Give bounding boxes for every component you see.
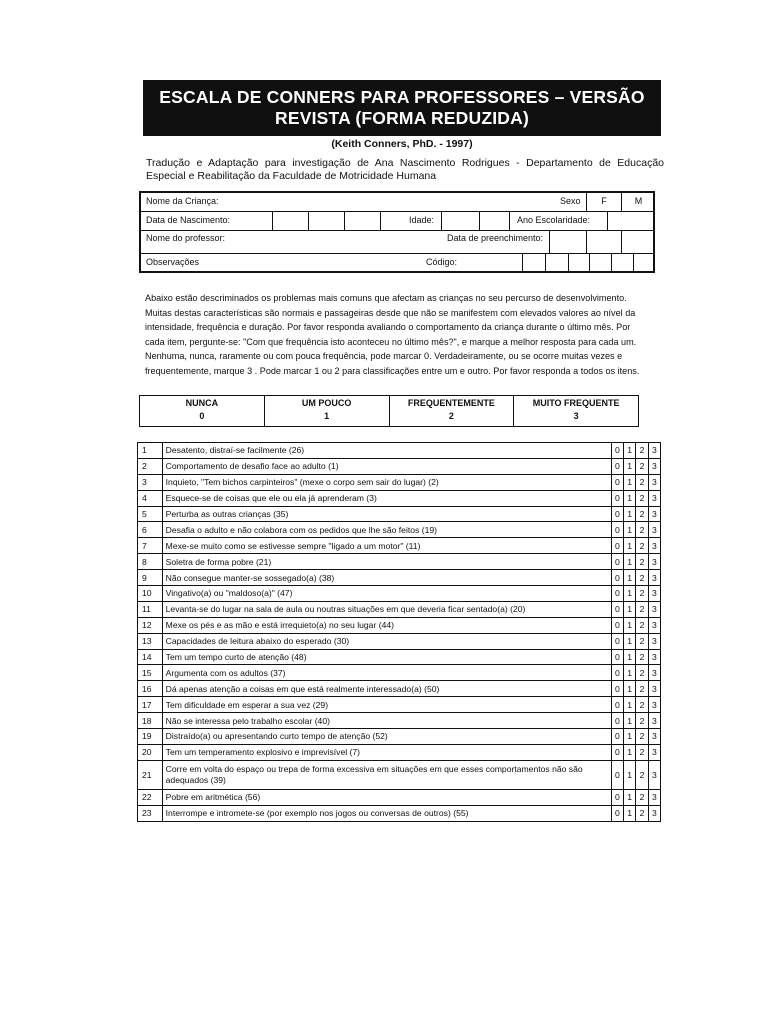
rating-option-1[interactable]: 1 — [624, 681, 636, 697]
rating-option-0[interactable]: 0 — [611, 697, 623, 713]
table-row — [138, 760, 661, 789]
rating-option-0[interactable]: 0 — [611, 681, 623, 697]
rating-option-1[interactable]: 1 — [624, 474, 636, 490]
rating-option-3[interactable]: 3 — [648, 649, 660, 665]
item-text: Perturba as outras crianças (35) — [162, 506, 611, 522]
item-number: 19 — [138, 729, 163, 745]
table-row — [138, 506, 661, 522]
item-text: Vingativo(a) ou "maldoso(a)" (47) — [162, 586, 611, 602]
rating-option-2[interactable]: 2 — [636, 458, 648, 474]
table-row — [138, 805, 661, 821]
rating-option-0[interactable]: 0 — [611, 760, 623, 789]
item-text: Comportamento de desafio face ao adulto (1) — [162, 458, 611, 474]
item-text: Tem um temperamento explosivo e imprevisível (7) — [162, 744, 611, 760]
sex-male-box[interactable]: M — [634, 196, 643, 206]
legend-value: 1 — [324, 411, 330, 421]
item-number: 9 — [138, 570, 163, 586]
rating-option-3[interactable]: 3 — [648, 617, 660, 633]
table-row — [138, 713, 661, 729]
item-text: Não consegue manter-se sossegado(a) (38) — [162, 570, 611, 586]
rating-option-1[interactable]: 1 — [624, 490, 636, 506]
item-text: Interrompe e intromete-se (por exemplo nos jogos ou conversas de outros) (55) — [162, 805, 611, 821]
translation-credits — [146, 157, 664, 183]
rating-option-0[interactable]: 0 — [611, 538, 623, 554]
rating-option-1[interactable]: 1 — [624, 789, 636, 805]
rating-option-0[interactable]: 0 — [611, 490, 623, 506]
rating-option-1[interactable]: 1 — [624, 443, 636, 459]
rating-option-3[interactable]: 3 — [648, 744, 660, 760]
credits-line-1: Tradução e Adaptação para investigação de Ana Nascimento Rodrigues - Departamento de Educação — [146, 157, 664, 169]
legend-very-frequent — [514, 396, 638, 426]
sex-female-box[interactable]: F — [601, 196, 607, 206]
item-text: Tem um tempo curto de atenção (48) — [162, 649, 611, 665]
rating-option-3[interactable]: 3 — [648, 633, 660, 649]
rating-option-0[interactable]: 0 — [611, 570, 623, 586]
table-row — [138, 554, 661, 570]
rating-option-2[interactable]: 2 — [636, 617, 648, 633]
legend-a-little — [265, 396, 390, 426]
instructions-line: frequentemente, marque 3 . Pode marcar 1 ou 2 para classificações entre um e outro. Por favor responda a todos os itens. — [145, 365, 640, 376]
legend-value: 0 — [199, 411, 205, 421]
rating-option-3[interactable]: 3 — [648, 443, 660, 459]
rating-option-1[interactable]: 1 — [624, 665, 636, 681]
rating-option-3[interactable]: 3 — [648, 713, 660, 729]
item-text: Inquieto, "Tem bichos carpinteiros" (mexe o corpo sem sair do lugar) (2) — [162, 474, 611, 490]
rating-option-2[interactable]: 2 — [636, 729, 648, 745]
rating-option-1[interactable]: 1 — [624, 522, 636, 538]
rating-option-2[interactable]: 2 — [636, 744, 648, 760]
rating-option-1[interactable]: 1 — [624, 601, 636, 617]
item-number: 13 — [138, 633, 163, 649]
title-line-2: REVISTA (FORMA REDUZIDA) — [275, 108, 529, 128]
rating-option-1[interactable]: 1 — [624, 697, 636, 713]
rating-option-3[interactable]: 3 — [648, 538, 660, 554]
item-number: 12 — [138, 617, 163, 633]
school-year-label: Ano Escolaridade: — [517, 215, 591, 225]
rating-option-2[interactable]: 2 — [636, 586, 648, 602]
item-text: Tem dificuldade em esperar a sua vez (29) — [162, 697, 611, 713]
rating-option-0[interactable]: 0 — [611, 713, 623, 729]
rating-option-0[interactable]: 0 — [611, 506, 623, 522]
rating-option-2[interactable]: 2 — [636, 789, 648, 805]
item-text: Esquece-se de coisas que ele ou ela já aprenderam (3) — [162, 490, 611, 506]
rating-option-2[interactable]: 2 — [636, 649, 648, 665]
item-number: 3 — [138, 474, 163, 490]
title-line-1: ESCALA DE CONNERS PARA PROFESSORES – VERSÃO — [159, 87, 645, 107]
teacher-name-label: Nome do professor: — [146, 233, 226, 243]
child-name-field[interactable] — [231, 193, 531, 210]
rating-option-1[interactable]: 1 — [624, 506, 636, 522]
rating-option-2[interactable]: 2 — [636, 601, 648, 617]
item-number: 16 — [138, 681, 163, 697]
rating-option-2[interactable]: 2 — [636, 443, 648, 459]
rating-option-2[interactable]: 2 — [636, 522, 648, 538]
instructions-line: Abaixo estão descriminados os problemas mais comuns que afectam as crianças no seu percurso de desenvolvimento. — [145, 293, 627, 303]
rating-option-3[interactable]: 3 — [648, 805, 660, 821]
instructions-line: Muitas destas características são normais e passageiras desde que não se manifestem com elevados valores ao nível da — [145, 307, 636, 318]
legend-frequently — [390, 396, 515, 426]
form-title — [143, 80, 661, 136]
table-row — [138, 538, 661, 554]
item-text: Pobre em aritmética (56) — [162, 789, 611, 805]
rating-option-3[interactable]: 3 — [648, 522, 660, 538]
rating-option-2[interactable]: 2 — [636, 474, 648, 490]
rating-option-3[interactable]: 3 — [648, 665, 660, 681]
rating-option-0[interactable]: 0 — [611, 474, 623, 490]
item-number: 10 — [138, 586, 163, 602]
legend-label: UM POUCO — [301, 398, 352, 408]
rating-option-1[interactable]: 1 — [624, 617, 636, 633]
item-number: 22 — [138, 789, 163, 805]
rating-option-0[interactable]: 0 — [611, 617, 623, 633]
table-row — [138, 633, 661, 649]
rating-option-3[interactable]: 3 — [648, 490, 660, 506]
item-number: 1 — [138, 443, 163, 459]
code-label: Código: — [426, 257, 458, 267]
item-text: Argumenta com os adultos (37) — [162, 665, 611, 681]
rating-option-3[interactable]: 3 — [648, 789, 660, 805]
item-number: 6 — [138, 522, 163, 538]
item-number: 14 — [138, 649, 163, 665]
rating-option-0[interactable]: 0 — [611, 805, 623, 821]
rating-option-0[interactable]: 0 — [611, 522, 623, 538]
item-text: Dá apenas atenção a coisas em que está realmente interessado(a) (50) — [162, 681, 611, 697]
rating-option-1[interactable]: 1 — [624, 538, 636, 554]
legend-never — [140, 396, 265, 426]
rating-option-2[interactable]: 2 — [636, 538, 648, 554]
observations-label: Observações — [146, 257, 200, 267]
item-text: Não se interessa pelo trabalho escolar (40) — [162, 713, 611, 729]
rating-option-1[interactable]: 1 — [624, 554, 636, 570]
legend-value: 3 — [573, 411, 579, 421]
rating-option-3[interactable]: 3 — [648, 554, 660, 570]
table-row — [138, 681, 661, 697]
birth-date-label: Data de Nascimento: — [146, 215, 231, 225]
table-row — [138, 474, 661, 490]
rating-option-2[interactable]: 2 — [636, 633, 648, 649]
identification-box — [139, 191, 655, 273]
item-text: Levanta-se do lugar na sala de aula ou noutras situações em que deveria ficar sentado(a) (20) — [162, 601, 611, 617]
rating-option-1[interactable]: 1 — [624, 649, 636, 665]
table-row — [138, 490, 661, 506]
rating-option-0[interactable]: 0 — [611, 458, 623, 474]
sex-label: Sexo — [560, 196, 581, 206]
rating-option-1[interactable]: 1 — [624, 586, 636, 602]
rating-option-3[interactable]: 3 — [648, 760, 660, 789]
code-field[interactable] — [523, 254, 655, 272]
item-text: Desafia o adulto e não colabora com os pedidos que lhe são feitos (19) — [162, 522, 611, 538]
rating-option-2[interactable]: 2 — [636, 506, 648, 522]
rating-option-2[interactable]: 2 — [636, 681, 648, 697]
credits-line-2: Especial e Reabilitação da Faculdade de Motricidade Humana — [146, 170, 437, 182]
observations-field[interactable] — [211, 254, 411, 272]
rating-option-2[interactable]: 2 — [636, 805, 648, 821]
rating-option-0[interactable]: 0 — [611, 633, 623, 649]
table-row — [138, 522, 661, 538]
legend-value: 2 — [448, 411, 454, 421]
item-number: 11 — [138, 601, 163, 617]
item-number: 18 — [138, 713, 163, 729]
item-number: 4 — [138, 490, 163, 506]
item-text: Mexe-se muito como se estivesse sempre "ligado a um motor" (11) — [162, 538, 611, 554]
item-number: 2 — [138, 458, 163, 474]
rating-option-1[interactable]: 1 — [624, 713, 636, 729]
item-number: 17 — [138, 697, 163, 713]
rating-option-1[interactable]: 1 — [624, 570, 636, 586]
rating-option-1[interactable]: 1 — [624, 744, 636, 760]
table-row — [138, 789, 661, 805]
legend-label: MUITO FREQUENTE — [532, 398, 620, 408]
rating-option-2[interactable]: 2 — [636, 697, 648, 713]
item-number: 7 — [138, 538, 163, 554]
table-row — [138, 665, 661, 681]
rating-option-1[interactable]: 1 — [624, 729, 636, 745]
rating-option-0[interactable]: 0 — [611, 443, 623, 459]
rating-option-1[interactable]: 1 — [624, 633, 636, 649]
rating-option-0[interactable]: 0 — [611, 554, 623, 570]
table-row — [138, 697, 661, 713]
rating-option-3[interactable]: 3 — [648, 570, 660, 586]
author-subtitle: (Keith Conners, PhD. - 1997) — [331, 138, 473, 150]
table-row — [138, 617, 661, 633]
rating-option-2[interactable]: 2 — [636, 760, 648, 789]
rating-option-3[interactable]: 3 — [648, 474, 660, 490]
instructions-line: intensidade, frequência e duração. Por favor responda avaliando o comportamento da criança durante o último mês. Por — [145, 322, 631, 333]
items-table — [137, 442, 661, 822]
rating-option-2[interactable]: 2 — [636, 554, 648, 570]
age-label: Idade: — [409, 215, 435, 225]
item-text: Corre em volta do espaço ou trepa de forma excessiva em situações em que esses comportamentos não são adequados (39) — [162, 760, 611, 789]
table-row — [138, 586, 661, 602]
rating-option-2[interactable]: 2 — [636, 570, 648, 586]
item-number: 21 — [138, 760, 163, 789]
row-divider — [141, 211, 653, 212]
rating-option-0[interactable]: 0 — [611, 789, 623, 805]
fill-date-field[interactable] — [550, 231, 655, 252]
item-text: Capacidades de leitura abaixo do esperado (30) — [162, 633, 611, 649]
rating-option-2[interactable]: 2 — [636, 490, 648, 506]
table-row — [138, 458, 661, 474]
teacher-name-field[interactable] — [236, 231, 436, 252]
rating-option-1[interactable]: 1 — [624, 458, 636, 474]
rating-option-3[interactable]: 3 — [648, 601, 660, 617]
item-text: Distraído(a) ou apresentando curto tempo de atenção (52) — [162, 729, 611, 745]
rating-option-2[interactable]: 2 — [636, 713, 648, 729]
rating-option-3[interactable]: 3 — [648, 681, 660, 697]
rating-option-1[interactable]: 1 — [624, 805, 636, 821]
legend-label: FREQUENTEMENTE — [407, 398, 495, 408]
rating-option-3[interactable]: 3 — [648, 458, 660, 474]
rating-option-2[interactable]: 2 — [636, 665, 648, 681]
rating-option-3[interactable]: 3 — [648, 729, 660, 745]
child-name-label: Nome da Criança: — [146, 196, 219, 206]
item-text: Mexe os pés e as mão e está irrequieto(a) no seu lugar (44) — [162, 617, 611, 633]
instructions-line: cada item, pergunte-se: "Com que frequência isto aconteceu no último mês?", e marque a melhor resposta para cada um. — [145, 336, 637, 347]
item-number: 8 — [138, 554, 163, 570]
item-number: 5 — [138, 506, 163, 522]
fill-date-label: Data de preenchimento: — [447, 233, 544, 243]
rating-option-0[interactable]: 0 — [611, 744, 623, 760]
rating-option-0[interactable]: 0 — [611, 665, 623, 681]
rating-option-0[interactable]: 0 — [611, 649, 623, 665]
table-row — [138, 649, 661, 665]
table-row — [138, 443, 661, 459]
item-number: 23 — [138, 805, 163, 821]
item-text: Desatento, distraí-se facilmente (26) — [162, 443, 611, 459]
rating-option-3[interactable]: 3 — [648, 586, 660, 602]
school-year-field[interactable] — [608, 212, 655, 229]
rating-option-0[interactable]: 0 — [611, 601, 623, 617]
rating-option-0[interactable]: 0 — [611, 586, 623, 602]
age-field[interactable] — [442, 212, 509, 229]
table-row — [138, 570, 661, 586]
rating-option-3[interactable]: 3 — [648, 697, 660, 713]
legend-label: NUNCA — [185, 398, 219, 408]
table-row — [138, 729, 661, 745]
instructions-paragraph — [145, 291, 663, 379]
birth-date-field[interactable] — [273, 212, 380, 229]
rating-option-3[interactable]: 3 — [648, 506, 660, 522]
rating-option-0[interactable]: 0 — [611, 729, 623, 745]
item-number: 15 — [138, 665, 163, 681]
item-number: 20 — [138, 744, 163, 760]
rating-option-1[interactable]: 1 — [624, 760, 636, 789]
table-row — [138, 744, 661, 760]
table-row — [138, 601, 661, 617]
rating-legend — [139, 395, 639, 427]
instructions-line: Nenhuma, nunca, raramente ou com pouca frequência, pode marcar 0. Verdadeiramente, ou se ocorre muitas vezes e — [145, 351, 623, 362]
item-text: Soletra de forma pobre (21) — [162, 554, 611, 570]
